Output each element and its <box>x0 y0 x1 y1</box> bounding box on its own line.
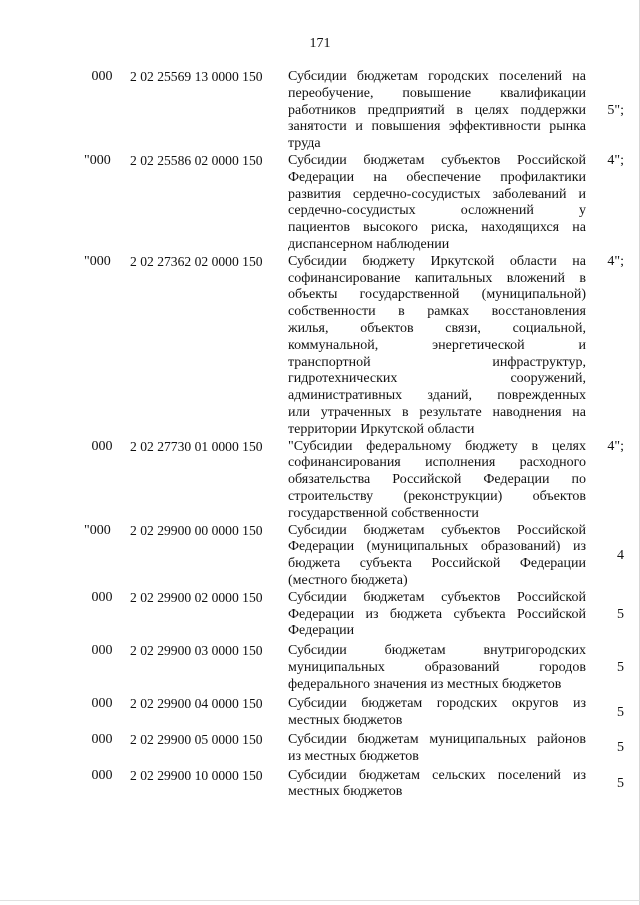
table-row <box>0 643 640 693</box>
norm-value: 5 <box>617 659 624 675</box>
income-description <box>288 153 586 254</box>
description-line: "Субсидии федеральному бюджету в целях <box>288 438 586 454</box>
description-line: Федерации на обеспечение профилактики <box>288 169 586 185</box>
income-description <box>288 254 586 439</box>
admin-code: 000 <box>91 732 113 748</box>
description-line: местных бюджетов <box>288 784 403 800</box>
table-row <box>0 696 640 730</box>
description-line: административных зданий, поврежденных <box>288 388 586 404</box>
table-row <box>0 732 640 766</box>
budget-classification-code: 2 02 25569 13 0000 150 <box>130 69 263 84</box>
income-description <box>288 590 586 640</box>
description-line: софинансирования исполнения расходного <box>288 455 586 471</box>
norm-value: 4"; <box>607 152 624 168</box>
norm-value: 5 <box>617 704 624 720</box>
table-row <box>0 439 640 523</box>
budget-classification-code: 2 02 25586 02 0000 150 <box>130 152 263 168</box>
description-line: гидротехнических сооружений, <box>288 371 586 387</box>
admin-code: 000 <box>91 767 113 783</box>
description-line: Федерации (муниципальных образований) из <box>288 539 586 555</box>
description-line: работников предприятий в целях поддержки <box>288 102 586 118</box>
description-line: диспансерном наблюдении <box>288 236 450 252</box>
description-line: коммунальной, энергетической и <box>288 337 586 353</box>
income-description <box>288 523 586 590</box>
description-line: местных бюджетов <box>288 713 403 729</box>
description-line: государственной собственности <box>288 505 479 521</box>
description-line: Субсидии бюджетам муниципальных районов <box>288 732 586 748</box>
income-description <box>288 768 586 802</box>
budget-classification-code: 2 02 29900 00 0000 150 <box>130 522 263 538</box>
description-line: Субсидии бюджетам субъектов Российской <box>288 152 586 168</box>
budget-classification-code: 2 02 27730 01 0000 150 <box>130 438 263 454</box>
budget-classification-code: 2 02 29900 02 0000 150 <box>130 589 263 605</box>
description-line: (местного бюджета) <box>288 572 408 588</box>
admin-code: 000 <box>91 69 113 84</box>
description-line: территории Иркутской области <box>288 421 475 437</box>
income-description <box>288 696 586 730</box>
budget-code-table <box>0 69 640 801</box>
budget-classification-code: 2 02 29900 04 0000 150 <box>130 696 263 712</box>
table-row <box>0 523 640 590</box>
norm-value: 5 <box>617 776 624 792</box>
description-line: строительству (реконструкции) объектов <box>288 488 586 504</box>
description-line: занятости и повышения эффективности рынка <box>288 119 586 135</box>
description-line: Субсидии бюджетам внутригородских <box>288 643 586 659</box>
description-line: Субсидии бюджетам субъектов Российской <box>288 522 586 538</box>
budget-classification-code: 2 02 29900 05 0000 150 <box>130 732 263 748</box>
description-line: Субсидии бюджетам субъектов Российской <box>288 589 586 605</box>
income-description <box>288 439 586 523</box>
admin-code: "000 <box>84 253 111 269</box>
description-line: Субсидии бюджетам городских округов из <box>288 696 586 712</box>
norm-value: 4 <box>617 547 624 563</box>
description-line: труда <box>288 136 321 152</box>
admin-code: 000 <box>91 696 113 712</box>
table-row <box>0 590 640 640</box>
admin-code: 000 <box>91 589 113 605</box>
budget-classification-code: 2 02 29900 03 0000 150 <box>130 643 263 659</box>
budget-classification-code: 2 02 27362 02 0000 150 <box>130 253 263 269</box>
description-line: объекты государственной (муниципальной) <box>288 287 586 303</box>
income-description <box>288 69 586 153</box>
description-line: Субсидии бюджетам городских поселений на <box>288 69 586 84</box>
description-line: транспортной инфраструктур, <box>288 354 586 370</box>
description-line: Субсидии бюджетам сельских поселений из <box>288 767 586 783</box>
description-line: развития сердечно-сосудистых заболеваний и <box>288 186 586 202</box>
description-line: Субсидии бюджету Иркутской области на <box>288 253 586 269</box>
description-line: обязательства Российской Федерации по <box>288 472 586 488</box>
description-line: жилья, объектов связи, социальной, <box>288 320 586 336</box>
table-row <box>0 153 640 254</box>
norm-value: 4"; <box>607 253 624 269</box>
income-description <box>288 643 586 693</box>
description-line: софинансирование капитальных вложений в <box>288 270 586 286</box>
description-line: или утраченных в результате наводнения на <box>288 404 586 420</box>
table-row <box>0 69 640 153</box>
description-line: бюджета субъекта Российской Федерации <box>288 556 586 572</box>
page-bottom-edge <box>0 900 640 901</box>
norm-value: 4"; <box>607 438 624 454</box>
description-line: муниципальных образований городов <box>288 659 586 675</box>
description-line: Федерации <box>288 623 355 639</box>
table-row <box>0 254 640 439</box>
income-description <box>288 732 586 766</box>
admin-code: "000 <box>84 152 111 168</box>
norm-value: 5 <box>617 740 624 756</box>
admin-code: "000 <box>84 522 111 538</box>
table-row <box>0 768 640 802</box>
admin-code: 000 <box>91 643 113 659</box>
description-line: из местных бюджетов <box>288 748 419 764</box>
norm-value: 5 <box>617 606 624 622</box>
description-line: переобучение, повышение квалификации <box>288 85 586 101</box>
description-line: федерального значения из местных бюджетов <box>288 676 562 692</box>
description-line: собственности в рамках восстановления <box>288 304 586 320</box>
description-line: пациентов высокого риска, находящихся на <box>288 220 586 236</box>
description-line: Федерации из бюджета субъекта Российской <box>288 606 586 622</box>
norm-value: 5"; <box>607 102 624 118</box>
description-line: сердечно-сосудистых осложнений у <box>288 203 586 219</box>
admin-code: 000 <box>91 438 113 454</box>
budget-classification-code: 2 02 29900 10 0000 150 <box>130 767 263 783</box>
page-number: 171 <box>309 36 331 51</box>
